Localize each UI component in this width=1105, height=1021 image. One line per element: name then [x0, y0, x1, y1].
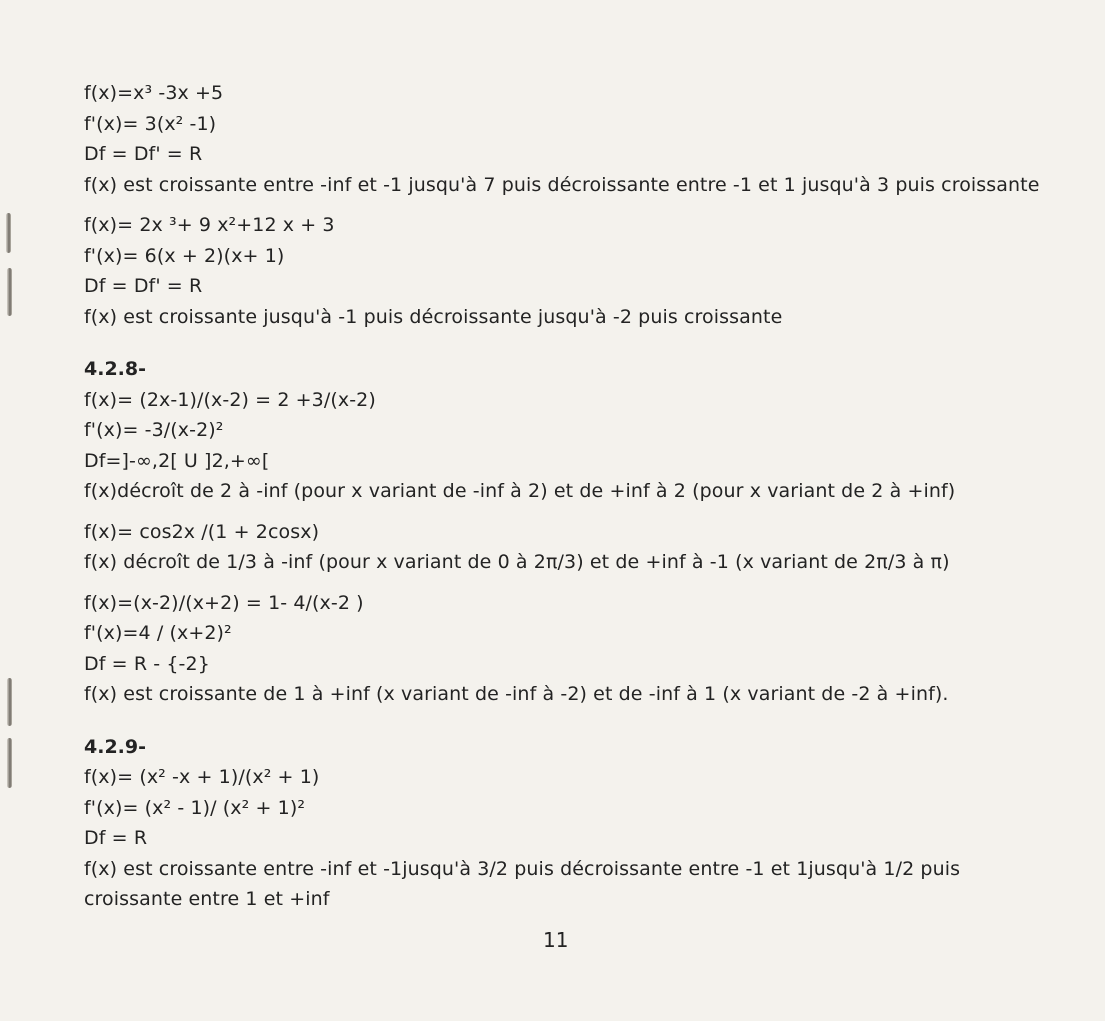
- conclusion-line: f(x) est croissante de 1 à +inf (x variant de -inf à -2) et de -inf à 1 (x variant de -2 à +inf).: [84, 683, 949, 705]
- formula-line: f(x)=x³ -3x +5: [84, 82, 224, 104]
- page-number: 11: [543, 928, 569, 952]
- binding-hole-upper: [7, 268, 12, 316]
- conclusion-line: f(x) est croissante jusqu'à -1 puis décroissante jusqu'à -2 puis croissante: [84, 305, 783, 328]
- formula-line: Df = R - {-2}: [84, 652, 210, 675]
- binding-hole-lower: [7, 678, 12, 726]
- conclusion-line: f(x) est croissante entre -inf et -1jusqu'à 3/2 puis décroissante entre -1 et 1jusqu'à 1/2 puis croissante entre 1 et +inf: [84, 857, 961, 910]
- section-4-2-8: [84, 354, 1044, 507]
- spacer: [84, 710, 1044, 732]
- conclusion-line: f(x) est croissante entre -inf et -1 jusqu'à 7 puis décroissante entre -1 et 1 jusqu'à 3 puis croissante: [84, 173, 1040, 196]
- formula-line: Df = Df' = R: [84, 143, 203, 165]
- spacer: [84, 332, 1044, 354]
- formula-line: f(x)= cos2x /(1 + 2cosx): [84, 520, 320, 543]
- section-4-2-9: [84, 732, 1044, 915]
- formula-line: f(x)=(x-2)/(x+2) = 1- 4/(x-2 ): [84, 591, 364, 614]
- formula-line: f(x)= (2x-1)/(x-2) = 2 +3/(x-2): [84, 388, 376, 411]
- formula-line: f(x)= (x² -x + 1)/(x² + 1): [84, 766, 320, 788]
- binding-hole-top: [6, 213, 11, 253]
- binding-hole-bottom: [7, 738, 12, 788]
- formula-line: Df = Df' = R: [84, 275, 203, 297]
- formula-line: Df = R: [84, 827, 148, 849]
- formula-line: f'(x)=4 / (x+2)²: [84, 622, 232, 644]
- block-cos: [84, 517, 1044, 578]
- block-2: [84, 210, 1044, 332]
- formula-line: f'(x)= -3/(x-2)²: [84, 419, 224, 441]
- formula-line: f'(x)= 6(x + 2)(x+ 1): [84, 244, 285, 267]
- formula-line: f(x)= 2x ³+ 9 x²+12 x + 3: [84, 214, 335, 236]
- spacer: [84, 200, 1044, 210]
- document-body: [84, 78, 1044, 915]
- spacer: [84, 507, 1044, 517]
- formula-line: f'(x)= (x² - 1)/ (x² + 1)²: [84, 796, 306, 819]
- section-heading: 4.2.8-: [84, 358, 146, 380]
- formula-line: Df=]-∞,2[ U ]2,+∞[: [84, 449, 270, 472]
- formula-line: f'(x)= 3(x² -1): [84, 112, 217, 135]
- section-heading: 4.2.9-: [84, 735, 146, 758]
- block-1: [84, 78, 1044, 200]
- block-rational: [84, 588, 1044, 710]
- conclusion-line: f(x)décroît de 2 à -inf (pour x variant de -inf à 2) et de +inf à 2 (pour x variant de 2 à +inf): [84, 480, 956, 502]
- spacer: [84, 578, 1044, 588]
- conclusion-line: f(x) décroît de 1/3 à -inf (pour x variant de 0 à 2π/3) et de +inf à -1 (x variant de 2π/3 à π): [84, 551, 950, 573]
